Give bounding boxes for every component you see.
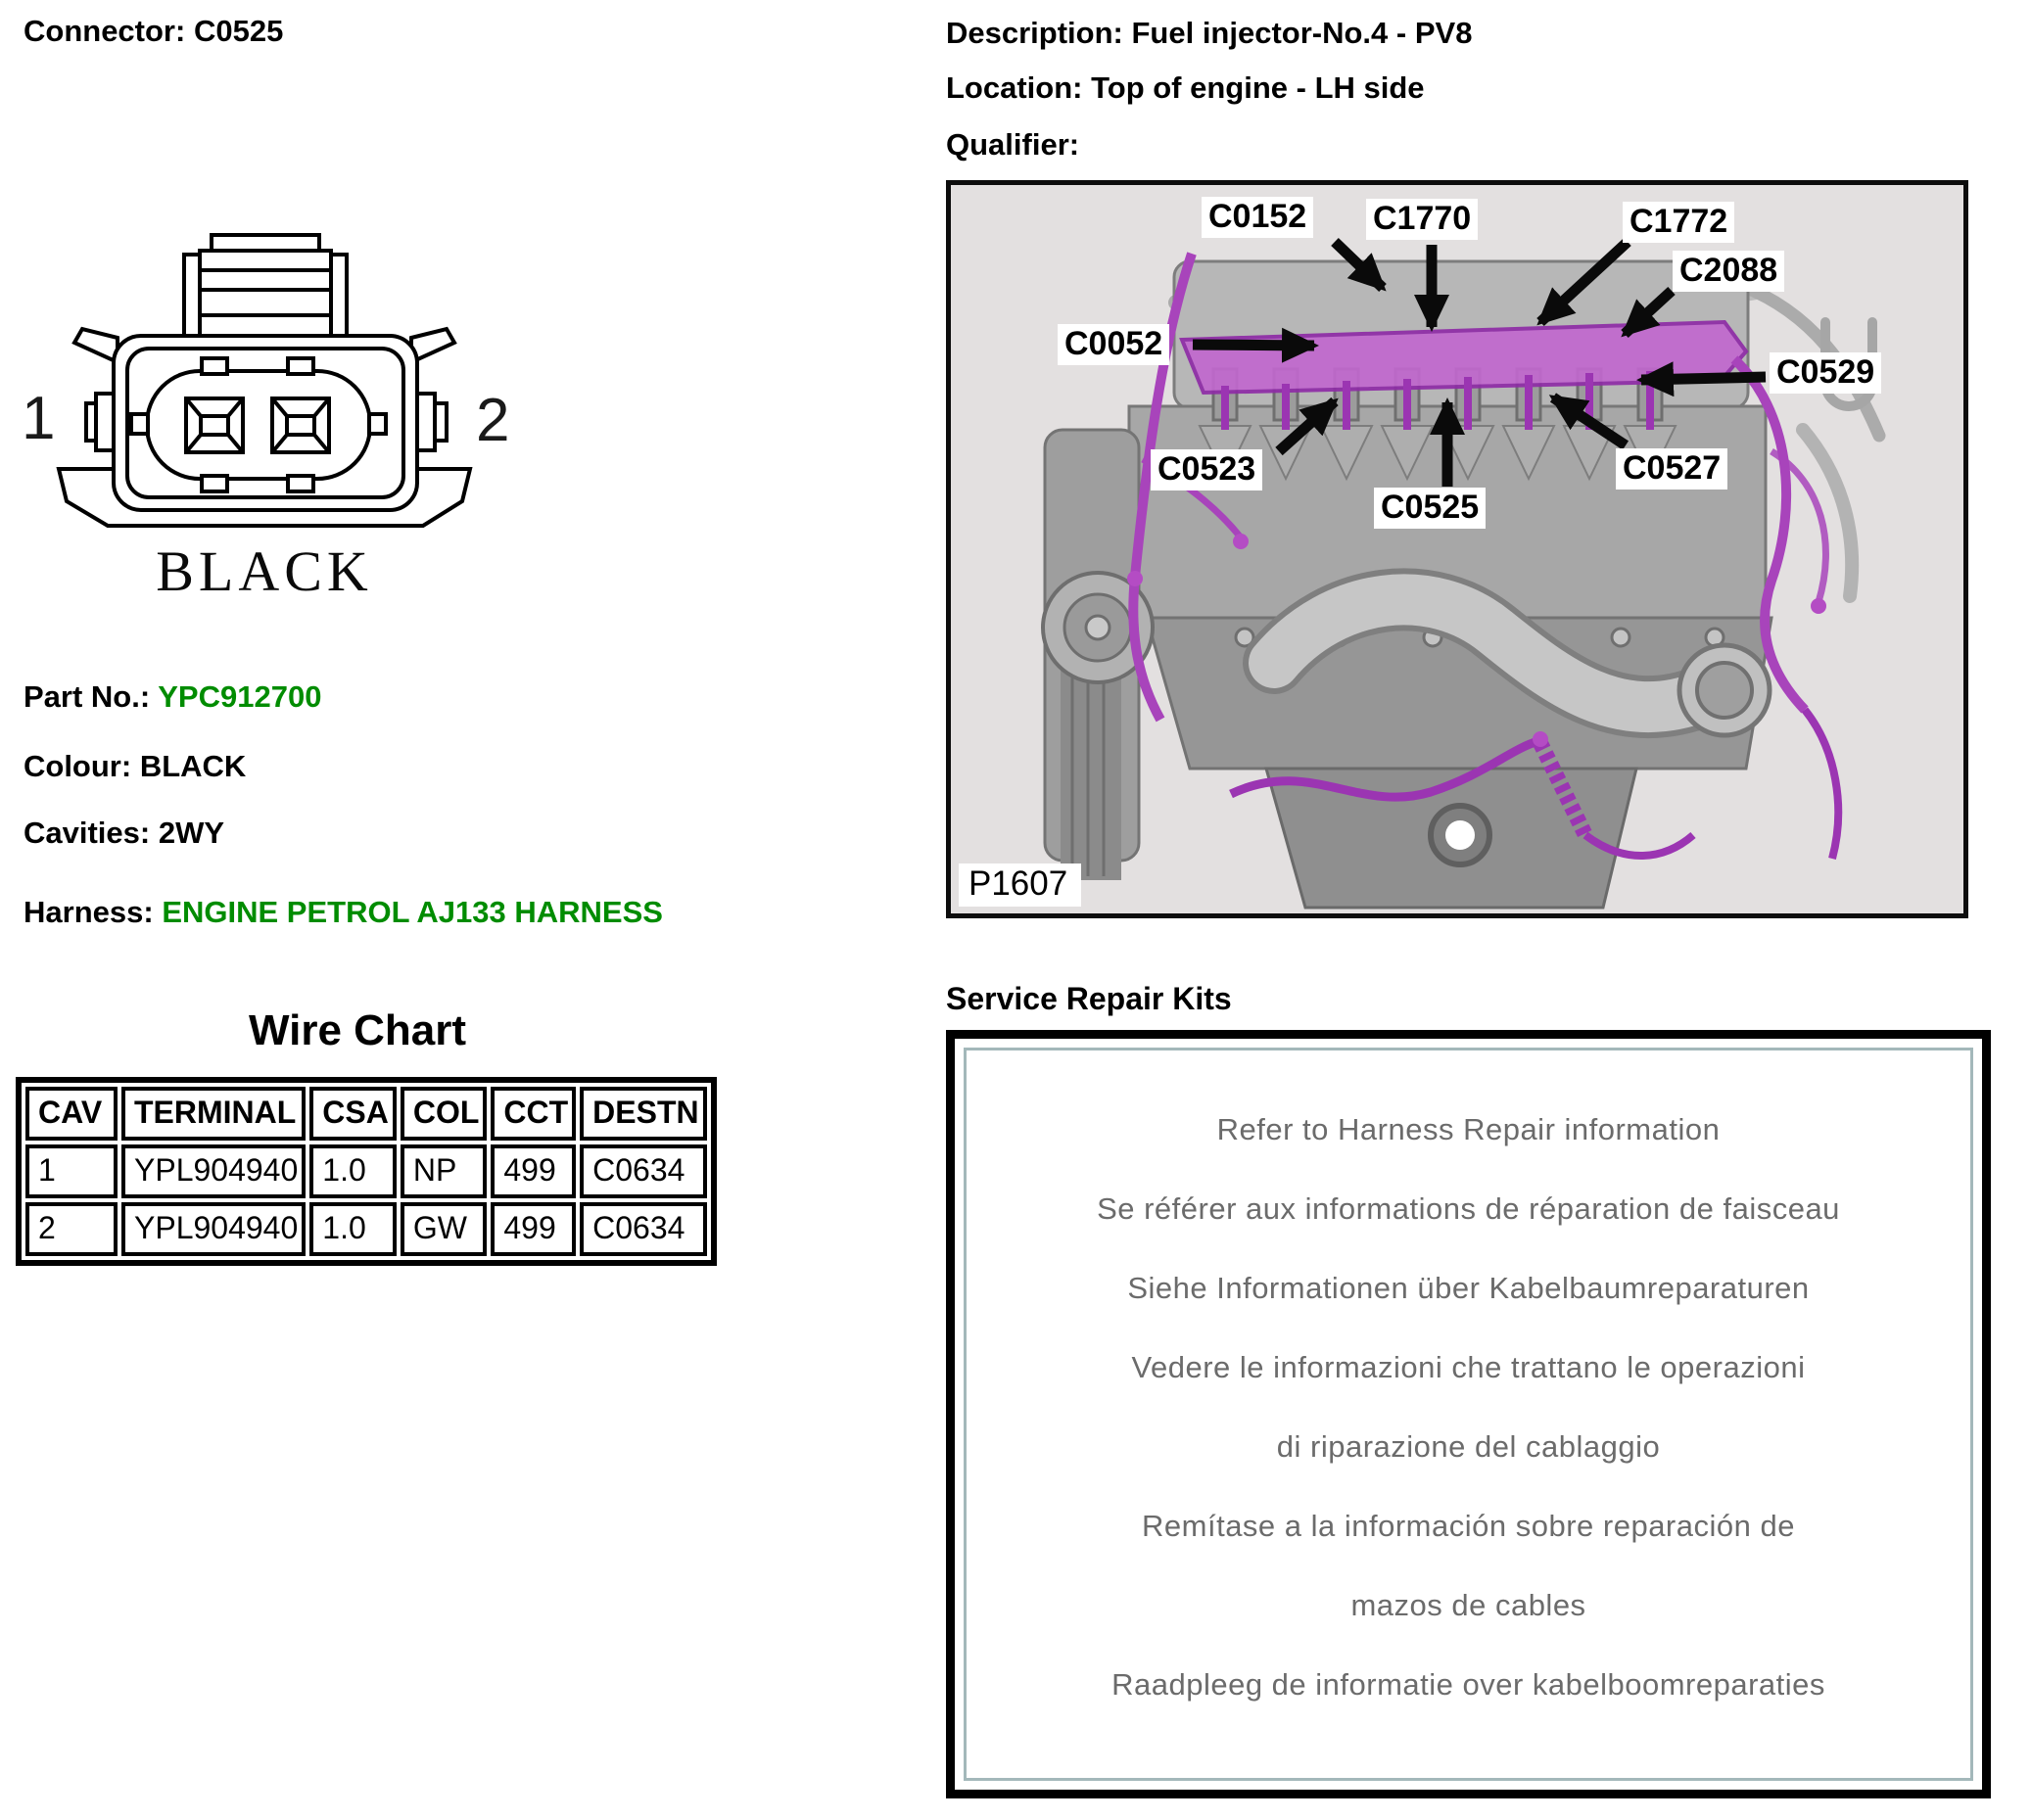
callout-c0529: C0529 (1770, 352, 1881, 394)
part-no-row (24, 679, 321, 715)
cavities-label: Cavities: (24, 816, 151, 850)
wire-chart-row-1 (25, 1144, 707, 1198)
colour-value: BLACK (139, 749, 247, 783)
cell-col: NP (401, 1144, 488, 1198)
col-header-col: COL (401, 1087, 488, 1141)
connector-title-label: Connector: (24, 14, 186, 48)
wire-chart-title: Wire Chart (248, 1006, 467, 1054)
description-value: Fuel injector-No.4 - PV8 (1131, 16, 1473, 50)
cell-cav: 2 (25, 1202, 118, 1256)
connector-face-diagram (20, 176, 529, 627)
callout-c1772: C1772 (1623, 202, 1734, 243)
connector-title-value: C0525 (193, 14, 284, 48)
cell-destn: C0634 (580, 1144, 706, 1198)
cell-cav: 1 (25, 1144, 118, 1198)
pin-2-label: 2 (476, 387, 510, 454)
harness-row (24, 895, 663, 930)
latch-rail-right (331, 255, 347, 339)
part-no-value: YPC912700 (158, 679, 322, 714)
figure-id-badge: P1607 (959, 863, 1081, 907)
callout-c0052: C0052 (1058, 324, 1169, 365)
cell-csa: 1.0 (309, 1144, 397, 1198)
cell-terminal: YPL904940 (121, 1202, 306, 1256)
cavities-row (24, 816, 224, 851)
description-label: Description: (946, 16, 1123, 50)
colour-label: Colour: (24, 749, 132, 783)
col-header-cav: CAV (25, 1087, 118, 1141)
service-line: Raadpleeg de informatie over kabelboomreparaties (1111, 1666, 1825, 1702)
col-header-terminal: TERMINAL (121, 1087, 306, 1141)
connector-wing-left (74, 329, 118, 362)
service-line: mazos de cables (1350, 1587, 1586, 1622)
service-line: Se référer aux informations de réparation de faisceau (1097, 1190, 1840, 1226)
callout-c1770: C1770 (1366, 199, 1478, 240)
latch-cap (212, 235, 319, 251)
service-line: di riparazione del cablaggio (1276, 1428, 1661, 1464)
service-repair-kits-box (946, 1030, 1991, 1798)
latch-body (200, 251, 331, 341)
harness-label: Harness: (24, 895, 154, 929)
description-row (946, 16, 1472, 51)
engine-location-figure (946, 180, 1968, 918)
engine-illustration-graphic (951, 185, 1963, 913)
connector-colour-word: BLACK (156, 539, 373, 603)
service-repair-kits-inner-panel (964, 1048, 1973, 1781)
cell-cct: 499 (491, 1144, 576, 1198)
col-header-destn: DESTN (580, 1087, 706, 1141)
service-line: Refer to Harness Repair information (1216, 1111, 1721, 1146)
callout-c2088: C2088 (1673, 251, 1784, 292)
location-row (946, 70, 1425, 106)
part-no-label: Part No.: (24, 679, 151, 714)
callout-c0525: C0525 (1374, 488, 1486, 529)
callout-c0152: C0152 (1202, 197, 1313, 238)
wire-chart-header-row (25, 1087, 707, 1141)
qualifier-label: Qualifier: (946, 127, 1080, 162)
wire-chart-table (16, 1077, 717, 1266)
service-line: Siehe Informationen über Kabelbaumreparaturen (1127, 1270, 1810, 1305)
location-value: Top of engine - LH side (1091, 70, 1425, 105)
location-label: Location: (946, 70, 1083, 105)
service-line: Remítase a la información sobre reparación de (1142, 1508, 1795, 1543)
latch-rail-left (184, 255, 200, 339)
qualifier-row (946, 127, 1079, 163)
service-repair-kits-heading: Service Repair Kits (946, 981, 1232, 1016)
colour-row (24, 749, 246, 784)
cell-cct: 499 (491, 1202, 576, 1256)
cell-col: GW (401, 1202, 488, 1256)
col-header-csa: CSA (309, 1087, 397, 1141)
cell-csa: 1.0 (309, 1202, 397, 1256)
connector-title (24, 14, 283, 49)
harness-value: ENGINE PETROL AJ133 HARNESS (162, 895, 663, 929)
cell-terminal: YPL904940 (121, 1144, 306, 1198)
cell-destn: C0634 (580, 1202, 706, 1256)
wire-chart-row-2 (25, 1202, 707, 1256)
col-header-cct: CCT (491, 1087, 576, 1141)
service-line: Vedere le informazioni che trattano le operazioni (1131, 1349, 1806, 1384)
pin-1-label: 1 (22, 385, 56, 452)
cavities-value: 2WY (158, 816, 225, 850)
callout-c0527: C0527 (1616, 448, 1727, 490)
callout-c0523: C0523 (1151, 449, 1262, 490)
